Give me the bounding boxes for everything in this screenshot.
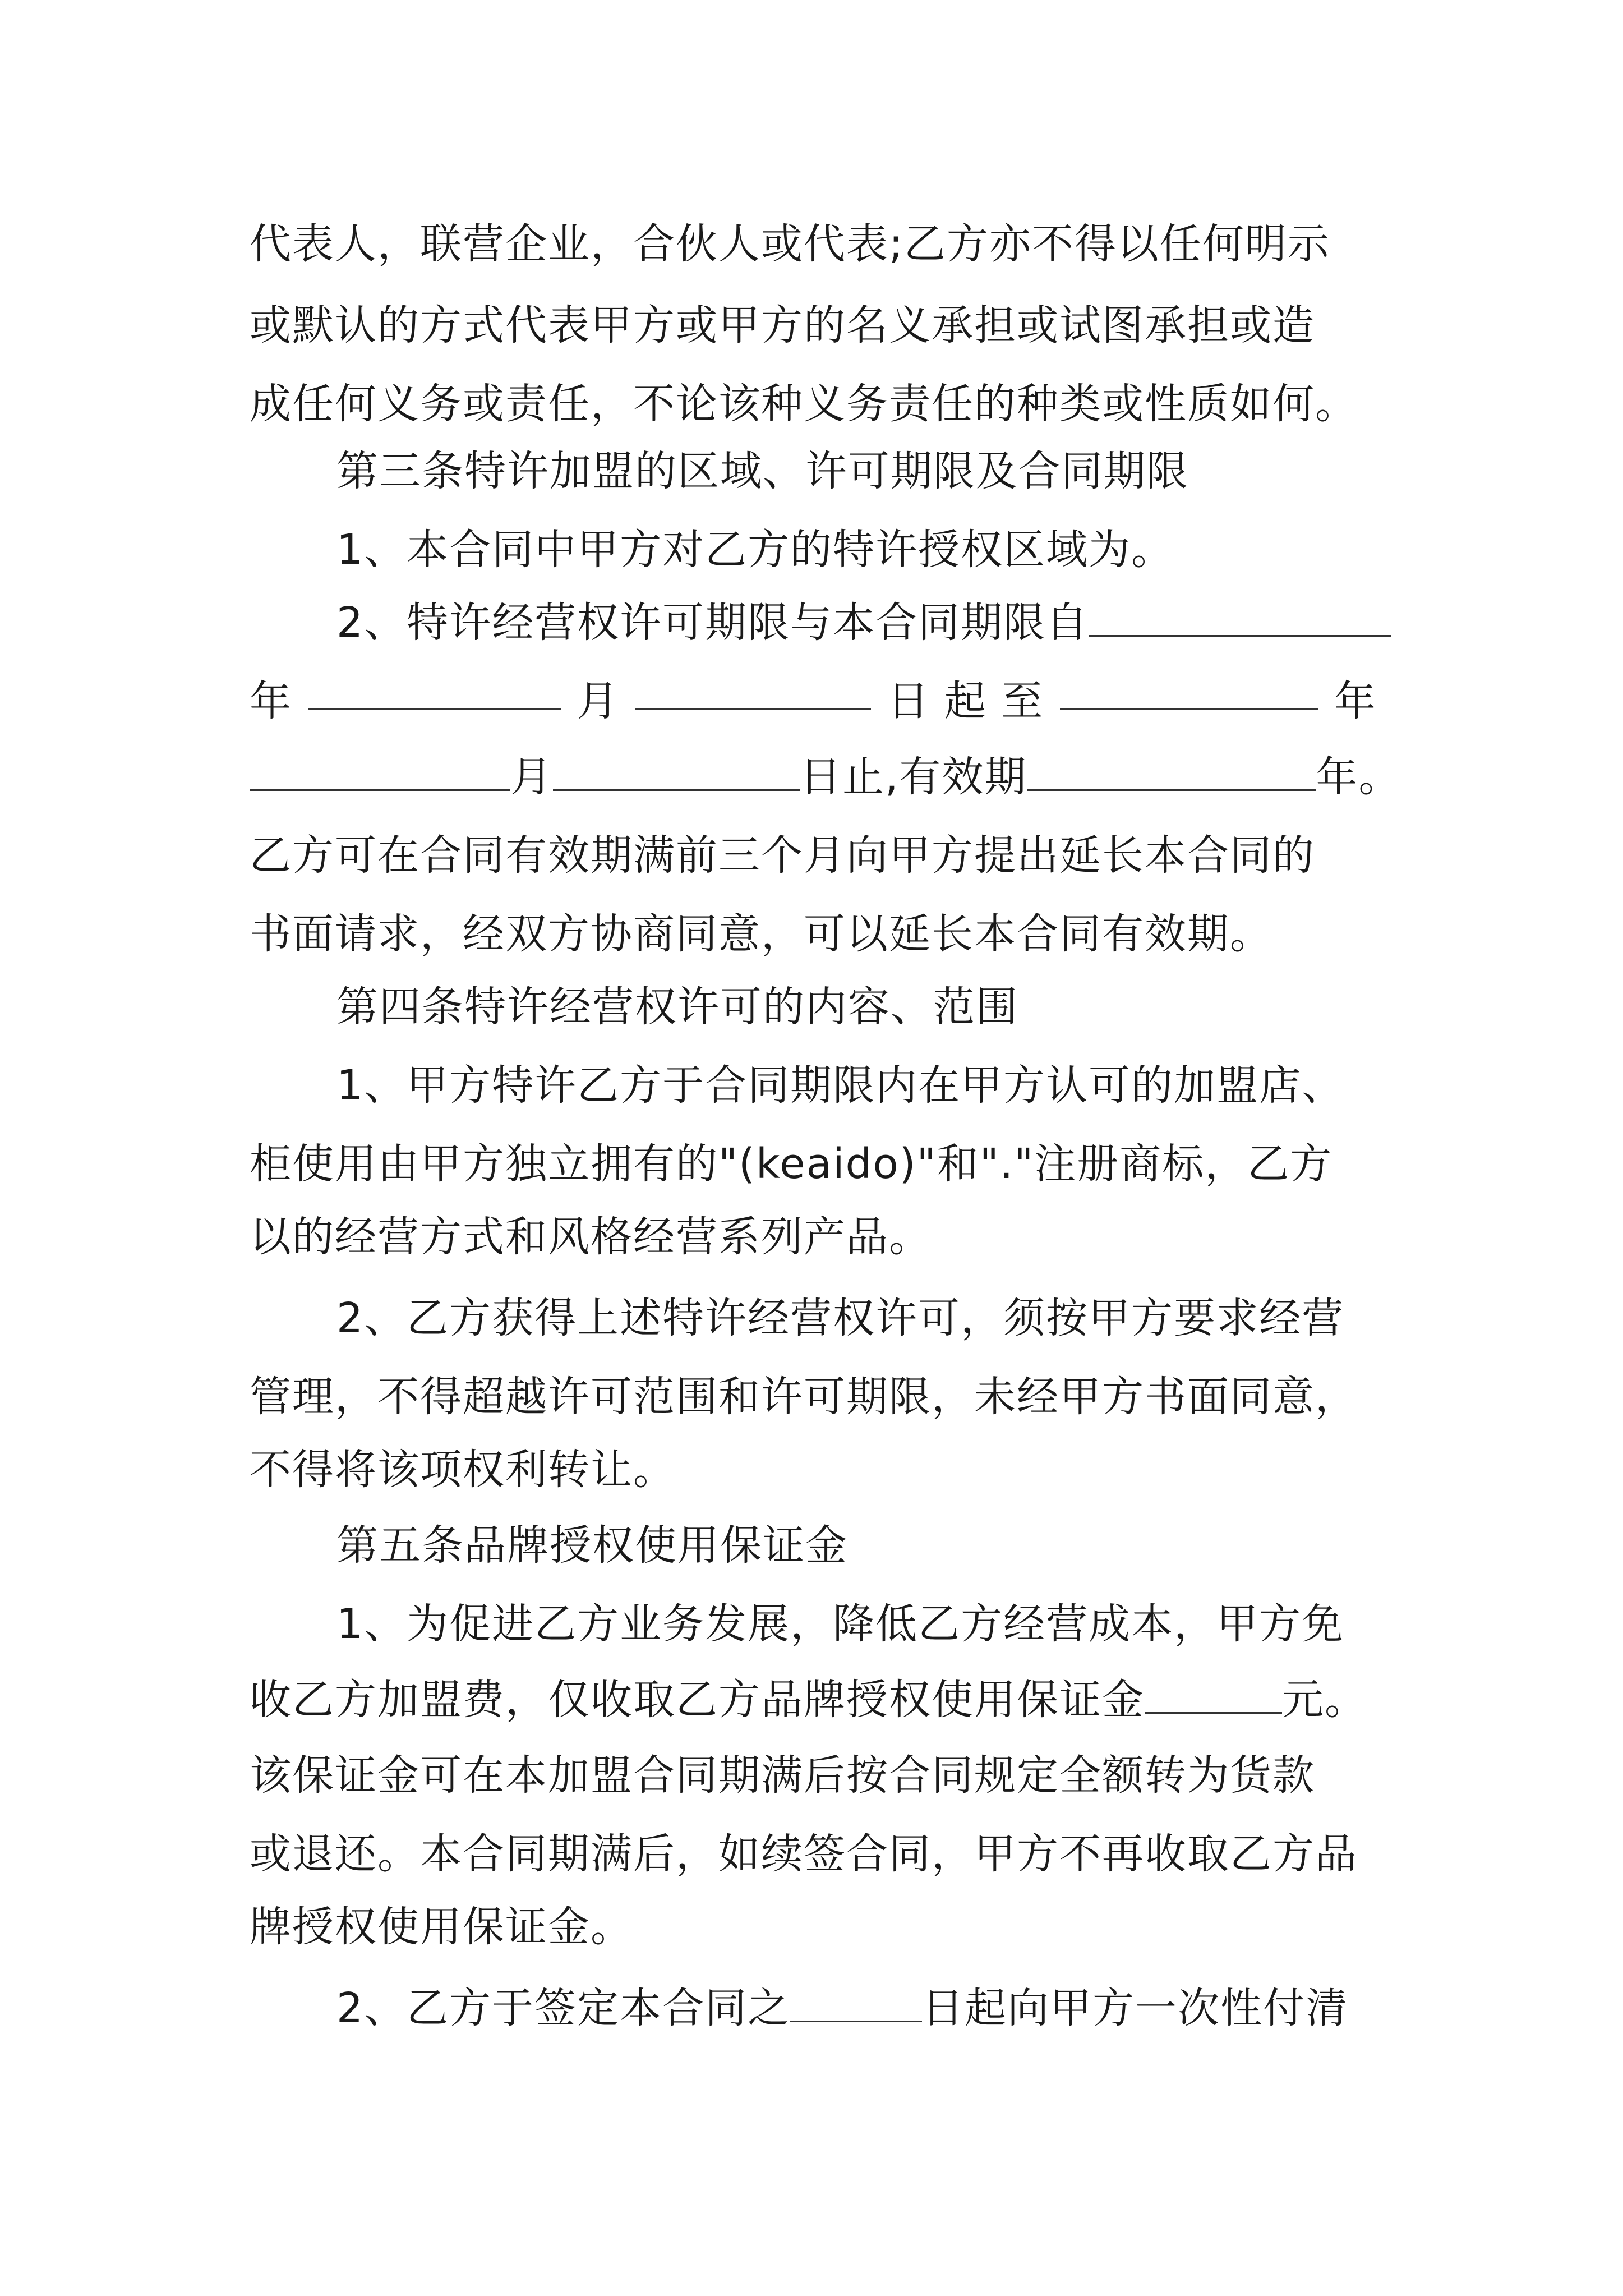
fill-blank — [1145, 1677, 1282, 1714]
text-segment: 年 — [1334, 677, 1377, 725]
text-line: 1、甲方特许乙方于合同期限内在甲方认可的加盟店、 — [336, 1061, 1345, 1110]
text-line: 1、为促进乙方业务发展，降低乙方经营成本，甲方免 — [336, 1600, 1345, 1648]
text-segment: 月 — [510, 753, 553, 801]
text-line: 以的经营方式和风格经营系列产品。 — [250, 1213, 932, 1261]
section-heading: 第五条品牌授权使用保证金 — [336, 1521, 848, 1570]
text-segment: 月 — [577, 677, 620, 725]
text-line — [250, 673, 1377, 729]
text-line — [336, 1980, 1377, 2036]
text-line: 管理，不得超越许可范围和许可期限，未经甲方书面同意， — [250, 1373, 1358, 1421]
fill-blank — [308, 673, 561, 710]
text-line: 或默认的方式代表甲方或甲方的名义承担或试图承担或造 — [250, 301, 1315, 349]
text-segment: 日止,有效期 — [800, 753, 1027, 801]
fill-blank — [635, 673, 871, 710]
text-line: 2、乙方获得上述特许经营权许可，须按甲方要求经营 — [336, 1294, 1345, 1342]
text-line: 1、本合同中甲方对乙方的特许授权区域为。 — [336, 526, 1174, 574]
text-line — [336, 595, 1377, 651]
text-line — [250, 1672, 1377, 1728]
section-heading: 第三条特许加盟的区域、许可期限及合同期限 — [336, 447, 1189, 495]
text-segment: 日 起 至 — [887, 677, 1044, 725]
text-line: 柜使用由甲方独立拥有的"(keaido)"和"."注册商标，乙方 — [250, 1140, 1333, 1188]
fill-blank — [1027, 754, 1316, 791]
fill-blank — [553, 754, 800, 791]
fill-blank — [1060, 673, 1318, 710]
text-segment: 元。 — [1282, 1676, 1367, 1724]
text-segment: 收乙方加盟费，仅收取乙方品牌授权使用保证金 — [250, 1676, 1145, 1724]
text-line: 不得将该项权利转让。 — [250, 1446, 676, 1494]
text-line: 代表人，联营企业，合伙人或代表;乙方亦不得以任何明示 — [250, 220, 1330, 268]
text-line: 或退还。本合同期满后，如续签合同，甲方不再收取乙方品 — [250, 1830, 1358, 1878]
text-line: 乙方可在合同有效期满前三个月向甲方提出延长本合同的 — [250, 831, 1315, 880]
text-line: 该保证金可在本加盟合同期满后按合同规定全额转为货款 — [250, 1751, 1315, 1800]
fill-blank — [790, 1986, 922, 2022]
text-segment: 日起向甲方一次性付清 — [922, 1984, 1349, 2032]
text-segment: 2、特许经营权许可期限与本合同期限自 — [336, 599, 1089, 647]
text-line: 书面请求，经双方协商同意，可以延长本合同有效期。 — [250, 910, 1272, 958]
text-line: 成任何义务或责任，不论该种义务责任的种类或性质如何。 — [250, 380, 1358, 428]
text-line — [250, 749, 1401, 805]
fill-blank — [1089, 600, 1391, 637]
text-segment: 2、乙方于签定本合同之 — [336, 1984, 791, 2032]
text-segment: 年 — [250, 677, 292, 725]
fill-blank — [250, 754, 510, 791]
section-heading: 第四条特许经营权许可的内容、范围 — [336, 983, 1018, 1031]
text-segment: 年。 — [1316, 753, 1401, 801]
text-line: 牌授权使用保证金。 — [250, 1903, 633, 1951]
